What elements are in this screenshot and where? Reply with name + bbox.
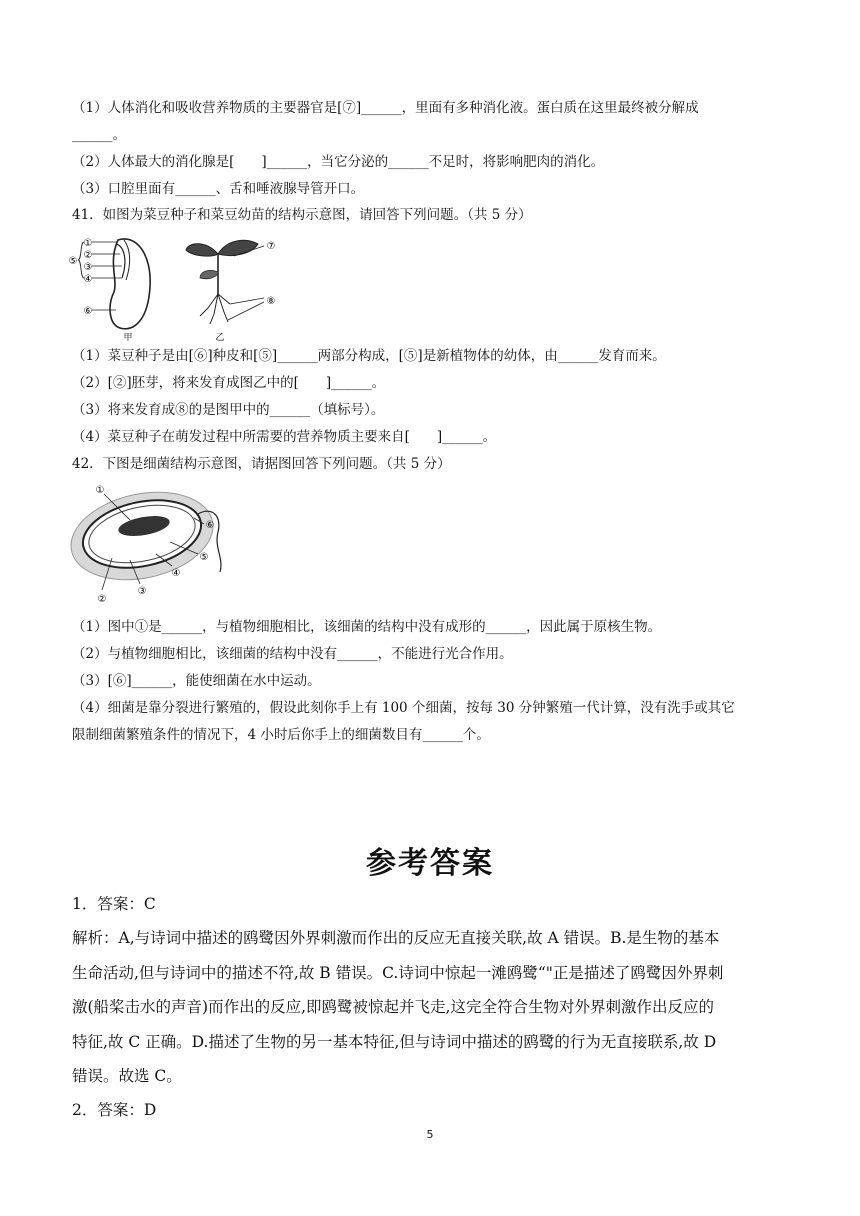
q42-part3: （3）[⑥]______，能使细菌在水中运动。	[72, 673, 321, 689]
q40-part3: （3）口腔里面有______、舌和唾液腺导管开口。	[72, 181, 365, 197]
q40-part1-line2: ______。	[72, 127, 126, 143]
q41-part3: （3）将来发育成⑧的是图甲中的______（填标号）。	[72, 402, 385, 418]
q42-part1: （1）图中①是______，与植物细胞相比，该细菌的结构中没有成形的______，因此属于原核生物。	[72, 619, 662, 635]
roots	[200, 294, 230, 324]
label-1: ①	[83, 238, 93, 249]
embryo-curve	[116, 244, 125, 278]
q41-part1: （1）菜豆种子是由[⑥]种皮和[⑤]______两部分构成，[⑤]是新植物体的幼体，由______发育而来。	[72, 348, 666, 364]
q41-part2: （2）[②]胚芽，将来发育成图乙中的[ ]______。	[72, 375, 386, 391]
label-4: ④	[171, 568, 181, 579]
q40-part2: （2）人体最大的消化腺是[ ]______，当它分泌的______不足时，将影响肥肉的消化。	[72, 154, 605, 170]
answer-key-title: 参考答案	[366, 846, 494, 881]
label-6: ⑥	[83, 306, 93, 317]
q41-part4: （4）菜豆种子在萌发过程中所需要的营养物质主要来自[ ]______。	[72, 429, 497, 445]
q42-stem: 42．下图是细菌结构示意图，请据图回答下列问题。（共 5 分）	[72, 456, 451, 472]
bean-seed-seedling-figure	[68, 232, 290, 342]
label-1: ①	[95, 485, 105, 496]
q41-stem: 41．如图为菜豆种子和菜豆幼苗的结构示意图，请回答下列问题。（共 5 分）	[72, 207, 532, 223]
explanation-line-5: 错误。故选 C。	[72, 1067, 182, 1085]
label-7: ⑦	[266, 241, 276, 252]
explanation-line-1: 解析：A,与诗词中描述的鸥鹭因外界刺激而作出的反应无直接关联,故 A 错误。B.是生物的基本	[72, 929, 720, 947]
q42-part4-line1: （4）细菌是靠分裂进行繁殖的，假设此刻你手上有 100 个细菌，按每 30 分钟繁殖一代计算，没有洗手或其它	[72, 700, 735, 716]
label-6: ⑥	[205, 520, 215, 531]
label-2: ②	[97, 594, 107, 605]
bacteria-structure-figure	[68, 480, 228, 608]
cotyledon	[200, 270, 218, 278]
seed-outline	[110, 239, 150, 329]
q40-part1-line1: （1）人体消化和吸收营养物质的主要器官是[⑦]______，里面有多种消化液。蛋白质在这里最终被分解成	[72, 100, 699, 116]
label-2: ②	[83, 250, 93, 261]
q42-part2: （2）与植物细胞相比，该细菌的结构中没有______，不能进行光合作用。	[72, 646, 513, 662]
label-yi: 乙	[215, 333, 225, 342]
leaf-right	[218, 240, 258, 255]
q42-part4-line2: 限制细菌繁殖条件的情况下，4 小时后你手上的细菌数目有______个。	[72, 727, 490, 743]
page-number: 5	[426, 1128, 434, 1141]
explanation-line-4: 特征,故 C 正确。D.描述了生物的另一基本特征,但与诗词中描述的鸥鹭的行为无直接联系,故 D	[72, 1033, 717, 1051]
leaf-left	[186, 244, 218, 256]
label-5: ⑤	[199, 552, 209, 563]
label-5: ⑤	[68, 256, 78, 267]
explanation-line-3: 激(船桨击水的声音)而作出的反应,即鸥鹭被惊起并飞走,这完全符合生物对外界刺激作出反应的	[72, 998, 714, 1016]
explanation-line-2: 生命活动,但与诗词中的描述不符,故 B 错误。C.诗词中惊起一滩鸥鹭“"正是描述了鸥鹭因外界刺	[72, 964, 724, 982]
answer-1: 1．答案：C	[72, 895, 156, 913]
label-jia: 甲	[123, 333, 133, 342]
answer-2: 2．答案：D	[72, 1101, 157, 1119]
label-8: ⑧	[266, 296, 276, 307]
label-3: ③	[137, 586, 147, 597]
label-3: ③	[83, 262, 93, 273]
label-4: ④	[83, 274, 93, 285]
